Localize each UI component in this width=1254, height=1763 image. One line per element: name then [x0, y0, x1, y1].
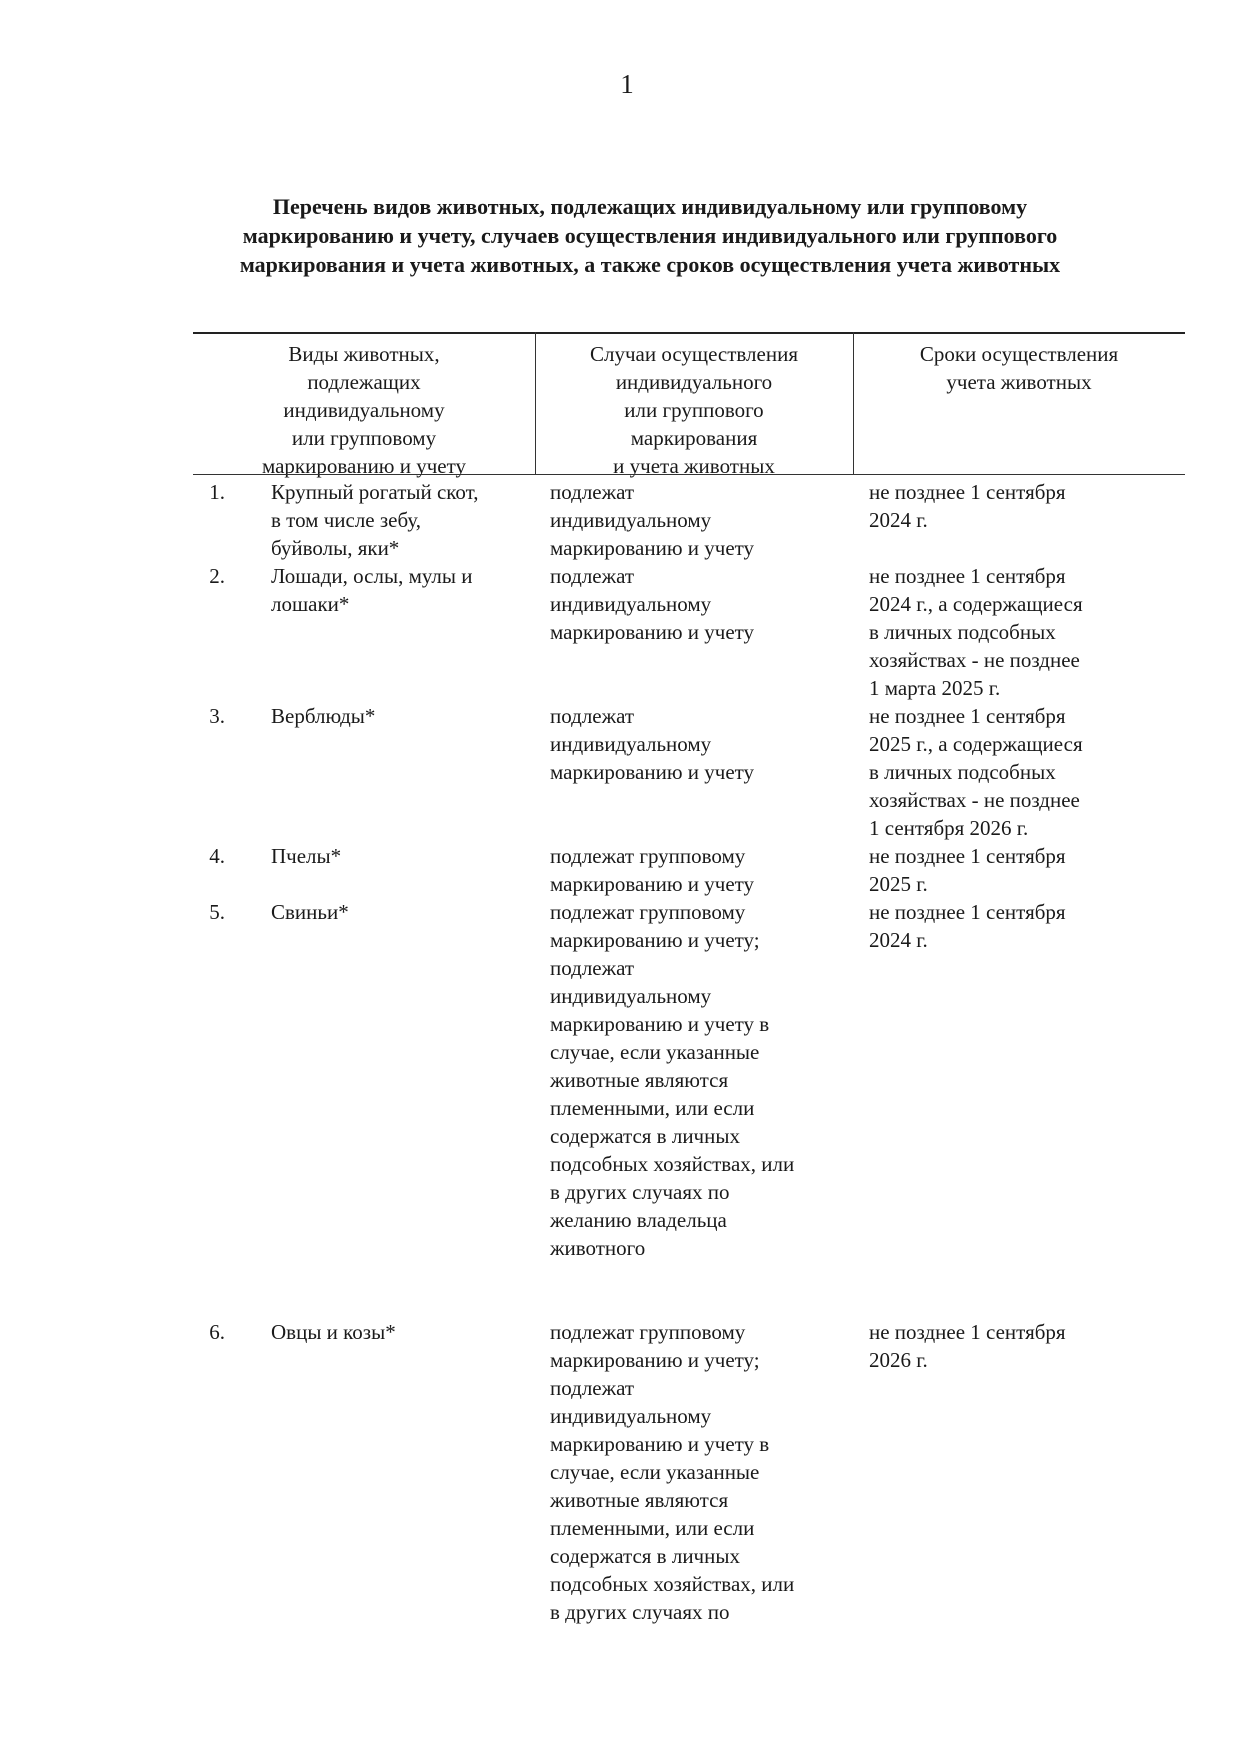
- cell-terms: [869, 702, 1169, 842]
- cell-line: не позднее 1 сентября: [869, 844, 1066, 868]
- cell-line: племенными, или если: [550, 1096, 755, 1120]
- table-top-rule: [193, 332, 1185, 334]
- title-line: маркирования и учета животных, а также сроков осуществления учета животных: [239, 252, 1061, 277]
- row-number: 3.: [209, 704, 225, 728]
- cell-line: маркированию и учету: [550, 620, 755, 644]
- cell-line: Пчелы*: [271, 844, 342, 868]
- cell-line: маркированию и учету;: [550, 1348, 760, 1372]
- cell-line: индивидуальному: [550, 732, 712, 756]
- cell-line: буйволы, яки*: [271, 536, 400, 560]
- row-number: 1.: [209, 480, 225, 504]
- row-number: 5.: [209, 900, 225, 924]
- cell-line: маркированию и учету в: [550, 1012, 770, 1036]
- cell-line: 2024 г.: [869, 928, 928, 952]
- header-line: маркированию и учету: [261, 454, 467, 478]
- cell-line: маркированию и учету: [550, 536, 755, 560]
- cell-line: 2024 г., а содержащиеся: [869, 592, 1083, 616]
- cell-line: не позднее 1 сентября: [869, 900, 1066, 924]
- cell-line: хозяйствах - не позднее: [869, 788, 1080, 812]
- cell-terms: [869, 1318, 1169, 1374]
- cell-line: Овцы и козы*: [271, 1320, 396, 1344]
- header-line: маркирования: [630, 426, 758, 450]
- cell-line: подсобных хозяйствах, или: [550, 1152, 795, 1176]
- cell-line: лошаки*: [271, 592, 350, 616]
- cell-line: не позднее 1 сентября: [869, 564, 1066, 588]
- cell-cases: [550, 478, 850, 562]
- cell-line: случае, если указанные: [550, 1460, 760, 1484]
- cell-cases: [550, 842, 850, 898]
- cell-line: маркированию и учету;: [550, 928, 760, 952]
- cell-line: подлежат групповому: [550, 1320, 746, 1344]
- title-line: Перечень видов животных, подлежащих индивидуальному или групповому: [272, 194, 1028, 219]
- header-line: индивидуальному: [283, 398, 445, 422]
- cell-line: маркированию и учету: [550, 760, 755, 784]
- header-terms: [853, 340, 1185, 396]
- cell-terms: [869, 562, 1169, 702]
- cell-line: в других случаях по: [550, 1180, 730, 1204]
- cell-line: 2026 г.: [869, 1348, 928, 1372]
- cell-line: индивидуальному: [550, 984, 712, 1008]
- cell-line: индивидуальному: [550, 1404, 712, 1428]
- cell-line: Лошади, ослы, мулы и: [271, 564, 473, 588]
- cell-line: животные являются: [550, 1068, 729, 1092]
- cell-line: в личных подсобных: [869, 620, 1056, 644]
- cell-line: содержатся в личных: [550, 1124, 740, 1148]
- cell-line: подсобных хозяйствах, или: [550, 1572, 795, 1596]
- cell-species: [271, 898, 531, 926]
- header-cases: [535, 340, 853, 480]
- row-number: 4.: [209, 844, 225, 868]
- cell-species: [271, 842, 531, 870]
- cell-line: не позднее 1 сентября: [869, 480, 1066, 504]
- cell-line: 2025 г.: [869, 872, 928, 896]
- cell-line: подлежат: [550, 564, 635, 588]
- cell-line: индивидуальному: [550, 508, 712, 532]
- cell-cases: [550, 898, 850, 1262]
- cell-species: [271, 562, 531, 618]
- cell-line: животного: [550, 1236, 646, 1260]
- header-line: подлежащих: [307, 370, 421, 394]
- cell-line: индивидуальному: [550, 592, 712, 616]
- header-line: Виды животных,: [288, 342, 440, 366]
- header-line: Сроки осуществления: [919, 342, 1119, 366]
- header-line: учета животных: [946, 370, 1092, 394]
- header-line: Случаи осуществления: [589, 342, 798, 366]
- cell-line: в том числе зебу,: [271, 508, 422, 532]
- cell-line: подлежат: [550, 704, 635, 728]
- cell-line: Верблюды*: [271, 704, 376, 728]
- cell-cases: [550, 562, 850, 646]
- cell-terms: [869, 478, 1169, 534]
- cell-species: [271, 478, 531, 562]
- cell-line: 1 марта 2025 г.: [869, 676, 1001, 700]
- cell-line: подлежат: [550, 956, 635, 980]
- title-line: маркированию и учету, случаев осуществления индивидуального или группового: [242, 223, 1058, 248]
- cell-line: подлежат: [550, 480, 635, 504]
- cell-cases: [550, 1318, 850, 1626]
- cell-line: в личных подсобных: [869, 760, 1056, 784]
- cell-line: маркированию и учету в: [550, 1432, 770, 1456]
- row-number: 2.: [209, 564, 225, 588]
- cell-species: [271, 702, 531, 730]
- cell-line: Крупный рогатый скот,: [271, 480, 479, 504]
- header-bottom-rule: [193, 474, 1185, 475]
- cell-line: Свиньи*: [271, 900, 349, 924]
- cell-line: подлежат групповому: [550, 844, 746, 868]
- cell-line: хозяйствах - не позднее: [869, 648, 1080, 672]
- cell-line: племенными, или если: [550, 1516, 755, 1540]
- cell-line: подлежат: [550, 1376, 635, 1400]
- cell-line: желанию владельца: [550, 1208, 727, 1232]
- cell-line: 1 сентября 2026 г.: [869, 816, 1029, 840]
- header-line: и учета животных: [613, 454, 775, 478]
- cell-line: в других случаях по: [550, 1600, 730, 1624]
- cell-line: 2024 г.: [869, 508, 928, 532]
- header-species: [193, 340, 535, 480]
- cell-line: случае, если указанные: [550, 1040, 760, 1064]
- cell-line: не позднее 1 сентября: [869, 1320, 1066, 1344]
- cell-line: не позднее 1 сентября: [869, 704, 1066, 728]
- cell-line: животные являются: [550, 1488, 729, 1512]
- cell-terms: [869, 842, 1169, 898]
- row-number: 6.: [209, 1320, 225, 1344]
- cell-line: подлежат групповому: [550, 900, 746, 924]
- header-line: или группового: [624, 398, 764, 422]
- cell-line: маркированию и учету: [550, 872, 755, 896]
- cell-terms: [869, 898, 1169, 954]
- header-line: индивидуального: [615, 370, 773, 394]
- cell-line: 2025 г., а содержащиеся: [869, 732, 1083, 756]
- cell-cases: [550, 702, 850, 786]
- page-number: 1: [620, 69, 634, 99]
- header-line: или групповому: [291, 426, 437, 450]
- cell-line: содержатся в личных: [550, 1544, 740, 1568]
- cell-species: [271, 1318, 531, 1346]
- document-title: [180, 192, 1120, 279]
